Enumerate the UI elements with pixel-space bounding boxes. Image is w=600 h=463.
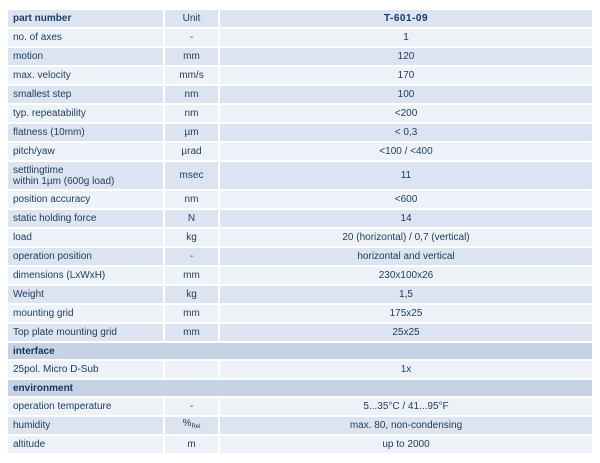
param-name: Weight	[8, 286, 163, 303]
spec-sheet	[8, 8, 592, 455]
table-row	[8, 48, 592, 65]
table-row	[8, 105, 592, 122]
unit-subscript: Rel	[191, 424, 201, 430]
param-value: <200	[218, 105, 592, 122]
unit-header: Unit	[163, 10, 218, 27]
param-value: horizontal and vertical	[218, 248, 592, 265]
table-row	[8, 248, 592, 265]
param-name: motion	[8, 48, 163, 65]
param-unit	[163, 361, 218, 378]
param-name: pitch/yaw	[8, 143, 163, 160]
table-row	[8, 417, 592, 434]
table-row	[8, 324, 592, 341]
table-row	[8, 143, 592, 160]
param-value: max. 80, non-condensing	[218, 417, 592, 434]
section-title: interface	[8, 343, 592, 359]
param-name	[8, 162, 163, 189]
table-row	[8, 86, 592, 103]
param-value: 14	[218, 210, 592, 227]
param-unit: µrad	[163, 143, 218, 160]
param-unit: -	[163, 29, 218, 46]
table-row	[8, 398, 592, 415]
param-name: max. velocity	[8, 67, 163, 84]
param-unit	[163, 417, 218, 434]
param-value: 1,5	[218, 286, 592, 303]
table-row	[8, 305, 592, 322]
param-unit: nm	[163, 191, 218, 208]
param-value: 11	[218, 162, 592, 189]
table-row	[8, 436, 592, 453]
param-value: 20 (horizontal) / 0,7 (vertical)	[218, 229, 592, 246]
table-row	[8, 162, 592, 189]
param-unit: m	[163, 436, 218, 453]
table-row	[8, 191, 592, 208]
param-unit: -	[163, 248, 218, 265]
param-value: 100	[218, 86, 592, 103]
section-title: environment	[8, 380, 592, 396]
part-number-value: T-601-09	[218, 10, 592, 27]
param-value: 5...35°C / 41...95°F	[218, 398, 592, 415]
param-name: no. of axes	[8, 29, 163, 46]
param-name: position accuracy	[8, 191, 163, 208]
param-name: typ. repeatability	[8, 105, 163, 122]
table-row	[8, 267, 592, 284]
param-value: 230x100x26	[218, 267, 592, 284]
section-header-interface	[8, 343, 592, 359]
param-name: mounting grid	[8, 305, 163, 322]
param-value: <600	[218, 191, 592, 208]
param-unit: nm	[163, 86, 218, 103]
param-unit: nm	[163, 105, 218, 122]
param-unit: mm	[163, 48, 218, 65]
param-value: up to 2000	[218, 436, 592, 453]
param-unit: mm	[163, 267, 218, 284]
param-name: load	[8, 229, 163, 246]
param-unit: N	[163, 210, 218, 227]
param-value: 1x	[218, 361, 592, 378]
param-unit: msec	[163, 162, 218, 189]
param-value: <100 / <400	[218, 143, 592, 160]
param-name: humidity	[8, 417, 163, 434]
param-value: 120	[218, 48, 592, 65]
param-name: Top plate mounting grid	[8, 324, 163, 341]
table-row	[8, 124, 592, 141]
param-name: altitude	[8, 436, 163, 453]
table-row	[8, 67, 592, 84]
table-row	[8, 286, 592, 303]
section-header-environment	[8, 380, 592, 396]
param-name: operation position	[8, 248, 163, 265]
param-name: smallest step	[8, 86, 163, 103]
param-value: < 0,3	[218, 124, 592, 141]
param-name: flatness (10mm)	[8, 124, 163, 141]
param-name: operation temperature	[8, 398, 163, 415]
param-value: 25x25	[218, 324, 592, 341]
header-row	[8, 10, 592, 27]
table-row	[8, 29, 592, 46]
param-unit: -	[163, 398, 218, 415]
param-unit: µm	[163, 124, 218, 141]
table-row	[8, 210, 592, 227]
part-number-label: part number	[8, 10, 163, 27]
param-unit: kg	[163, 286, 218, 303]
param-value: 175x25	[218, 305, 592, 322]
unit-main: %	[182, 418, 192, 429]
param-unit: mm	[163, 305, 218, 322]
spec-table	[8, 8, 592, 455]
param-name: dimensions (LxWxH)	[8, 267, 163, 284]
param-name-line2: within 1µm (600g load)	[13, 175, 115, 187]
param-value: 1	[218, 29, 592, 46]
table-row	[8, 229, 592, 246]
param-name-line1: settlingtime	[13, 164, 64, 176]
param-unit: mm	[163, 324, 218, 341]
param-unit: kg	[163, 229, 218, 246]
table-row	[8, 361, 592, 378]
param-name: static holding force	[8, 210, 163, 227]
param-name: 25pol. Micro D-Sub	[8, 361, 163, 378]
param-value: 170	[218, 67, 592, 84]
param-unit: mm/s	[163, 67, 218, 84]
